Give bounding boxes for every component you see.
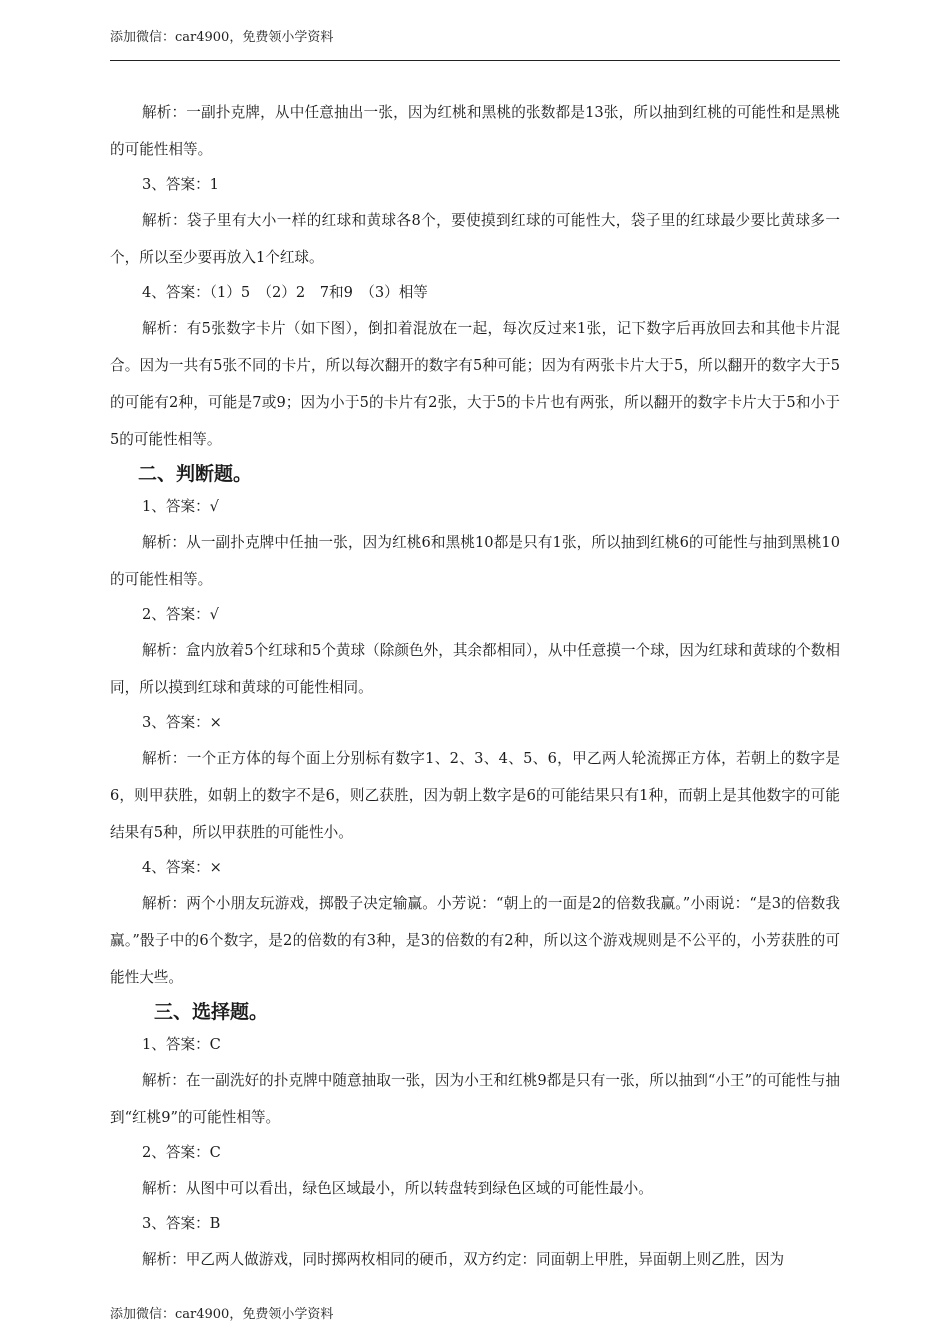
analysis-paragraph: 解析：从一副扑克牌中任抽一张，因为红桃6和黑桃10都是只有1张，所以抽到红桃6的可能性与抽到黑桃10的可能性相等。 <box>110 534 840 588</box>
page-header: 添加微信：car4900，免费领小学资料 <box>110 30 334 45</box>
answer-line: 1、答案：√ <box>142 498 219 515</box>
analysis-paragraph: 解析：在一副洗好的扑克牌中随意抽取一张，因为小王和红桃9都是只有一张，所以抽到“小王”的可能性与抽到“红桃9”的可能性相等。 <box>110 1072 840 1126</box>
section-heading-choice: 三、选择题。 <box>154 1001 269 1023</box>
answer-line: 1、答案：C <box>142 1036 221 1053</box>
analysis-paragraph: 解析：从图中可以看出，绿色区域最小，所以转盘转到绿色区域的可能性最小。 <box>142 1180 653 1197</box>
answer-line: 3、答案：B <box>142 1215 221 1232</box>
answer-line: 3、答案：× <box>142 714 222 731</box>
answer-line: 4、答案：（1）5 （2）2 7和9 （3）相等 <box>142 284 428 301</box>
header-divider <box>110 60 840 61</box>
analysis-paragraph: 解析：一副扑克牌，从中任意抽出一张，因为红桃和黑桃的张数都是13张，所以抽到红桃的可能性和是黑桃的可能性相等。 <box>110 104 840 158</box>
answer-line: 2、答案：√ <box>142 606 219 623</box>
section-heading-judgment: 二、判断题。 <box>138 463 253 485</box>
document-body <box>110 94 840 1278</box>
page-footer: 添加微信：car4900，免费领小学资料 <box>110 1307 334 1322</box>
analysis-paragraph: 解析：袋子里有大小一样的红球和黄球各8个，要使摸到红球的可能性大，袋子里的红球最少要比黄球多一个，所以至少要再放入1个红球。 <box>110 212 840 266</box>
analysis-paragraph: 解析：一个正方体的每个面上分别标有数字1、2、3、4、5、6，甲乙两人轮流掷正方体，若朝上的数字是6，则甲获胜，如朝上的数字不是6，则乙获胜，因为朝上数字是6的可能结果只有1种，而朝上是其他数字的可能结果有5种，所以甲获胜的可能性小。 <box>110 750 840 841</box>
analysis-paragraph: 解析：两个小朋友玩游戏，掷骰子决定输赢。小芳说：“朝上的一面是2的倍数我赢。”小雨说：“是3的倍数我赢。”骰子中的6个数字，是2的倍数的有3种，是3的倍数的有2种，所以这个游戏规则是不公平的，小芳获胜的可能性大些。 <box>110 895 840 986</box>
analysis-paragraph: 解析：甲乙两人做游戏，同时掷两枚相同的硬币，双方约定：同面朝上甲胜，异面朝上则乙胜，因为 <box>142 1251 785 1268</box>
analysis-paragraph: 解析：盒内放着5个红球和5个黄球（除颜色外，其余都相同），从中任意摸一个球，因为红球和黄球的个数相同，所以摸到红球和黄球的可能性相同。 <box>110 642 840 696</box>
answer-line: 4、答案：× <box>142 859 222 876</box>
answer-line: 3、答案：1 <box>142 176 219 193</box>
answer-line: 2、答案：C <box>142 1144 221 1161</box>
analysis-paragraph: 解析：有5张数字卡片（如下图），倒扣着混放在一起，每次反过来1张，记下数字后再放回去和其他卡片混合。因为一共有5张不同的卡片，所以每次翻开的数字有5种可能；因为有两张卡片大于5，所以翻开的数字大于5的可能有2种，可能是7或9；因为小于5的卡片有2张，大于5的卡片也有两张，所以翻开的数字卡片大于5和小于5的可能性相等。 <box>110 320 840 448</box>
